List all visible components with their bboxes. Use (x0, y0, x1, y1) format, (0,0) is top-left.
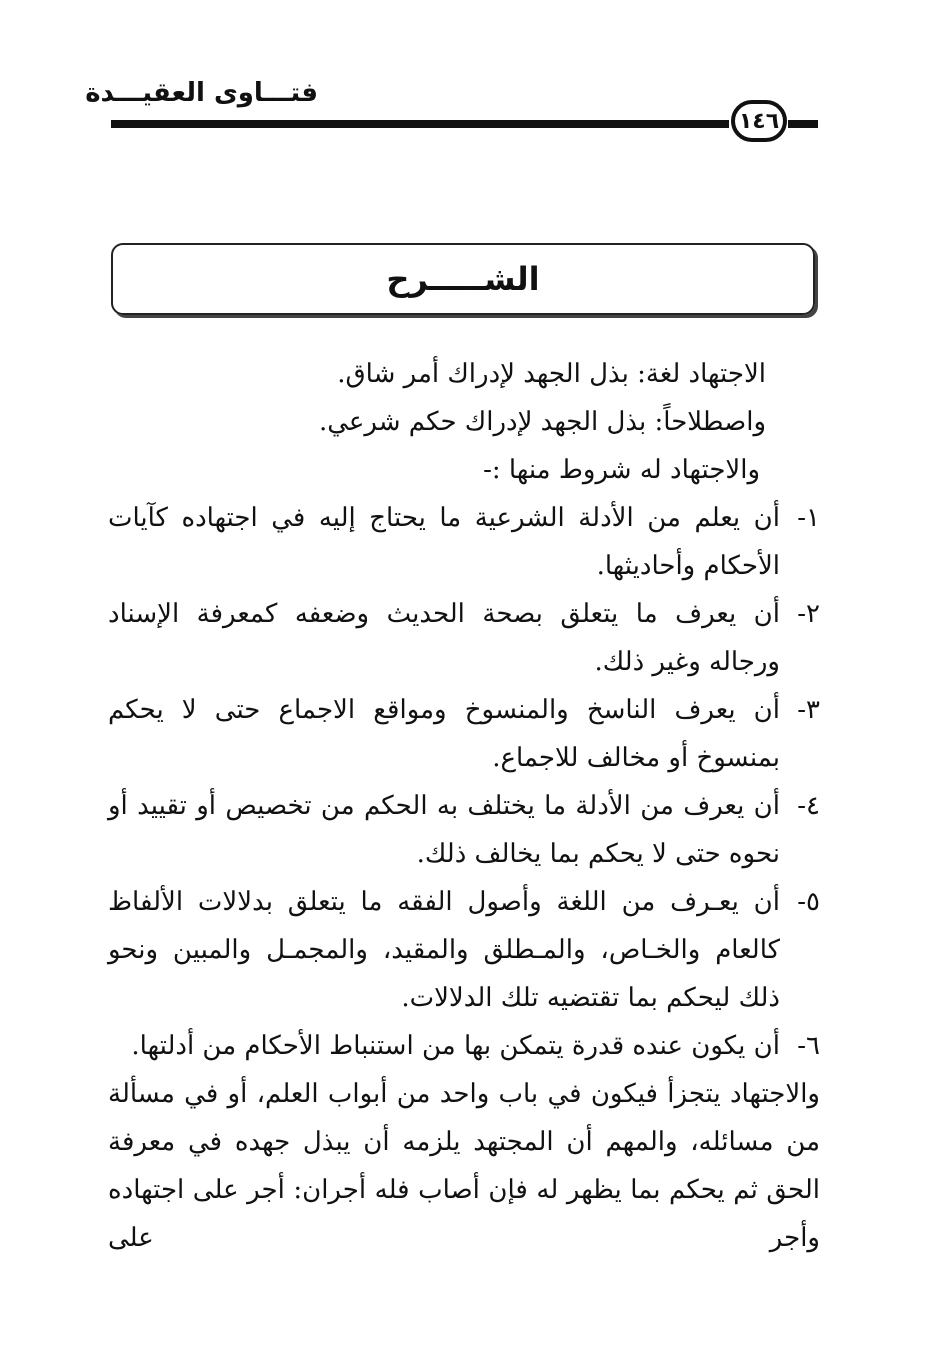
definition-linguistic: الاجتهاد لغة: بذل الجهد لإدراك أمر شاق. (337, 359, 766, 389)
section-title: الشـــــرح (386, 260, 540, 298)
condition-text: أن يعـرف من اللغة وأصول الفقه ما يتعلق بدلالات الألفاظ كالعام والخـاص، والمـطلق والمقيد، والمجمـل والمبين ونحو ذلك ليحكم بما تقتضيه تلك الدلالات. (108, 887, 780, 1013)
header-rule (111, 120, 729, 128)
condition-number: ٦- (797, 1031, 820, 1061)
condition-text: أن يعرف الناسخ والمنسوخ ومواقع الاجماع حتى لا يحكم بمنسوخ أو مخالف للاجماع. (108, 695, 780, 773)
page-number: ١٤٦ (731, 100, 787, 142)
condition-text: أن يعرف من الأدلة ما يختلف به الحكم من تخصيص أو تقييد أو نحوه حتى لا يحكم بما يخالف ذلك. (108, 791, 780, 869)
page-body (108, 350, 820, 1262)
definition-technical: واصطلاحاً: بذل الجهد لإدراك حكم شرعي. (318, 407, 766, 437)
section-heading-box (111, 243, 815, 315)
condition-item (108, 494, 820, 590)
condition-item (108, 686, 820, 782)
condition-number: ٣- (797, 695, 820, 725)
header-rule-end (788, 120, 818, 128)
condition-text: أن يكون عنده قدرة يتمكن بها من استنباط الأحكام من أدلتها. (131, 1031, 780, 1061)
condition-text: أن يعرف ما يتعلق بصحة الحديث وضعفه كمعرفة الإسناد ورجاله وغير ذلك. (108, 599, 780, 677)
condition-number: ٥- (797, 887, 820, 917)
condition-item (108, 590, 820, 686)
condition-number: ٢- (797, 599, 820, 629)
condition-text: أن يعلم من الأدلة الشرعية ما يحتاج إليه في اجتهاده كآيات الأحكام وأحاديثها. (108, 503, 780, 581)
condition-number: ٤- (797, 791, 820, 821)
condition-item (108, 1022, 820, 1070)
book-title: فتـــاوى العقيـــدة (85, 78, 318, 108)
conditions-intro: والاجتهاد له شروط منها :- (483, 455, 760, 485)
closing-paragraph: والاجتهاد يتجزأ فيكون في باب واحد من أبواب العلم، أو في مسألة من مسائله، والمهم أن المجتهد يلزمه أن يبذل جهده في معرفة الحق ثم يحكم بما يظهر له فإن أصاب فله أجران: أجر على اجتهاده وأجر على (108, 1079, 820, 1253)
condition-item (108, 878, 820, 1022)
condition-number: ١- (797, 503, 820, 533)
condition-item (108, 782, 820, 878)
